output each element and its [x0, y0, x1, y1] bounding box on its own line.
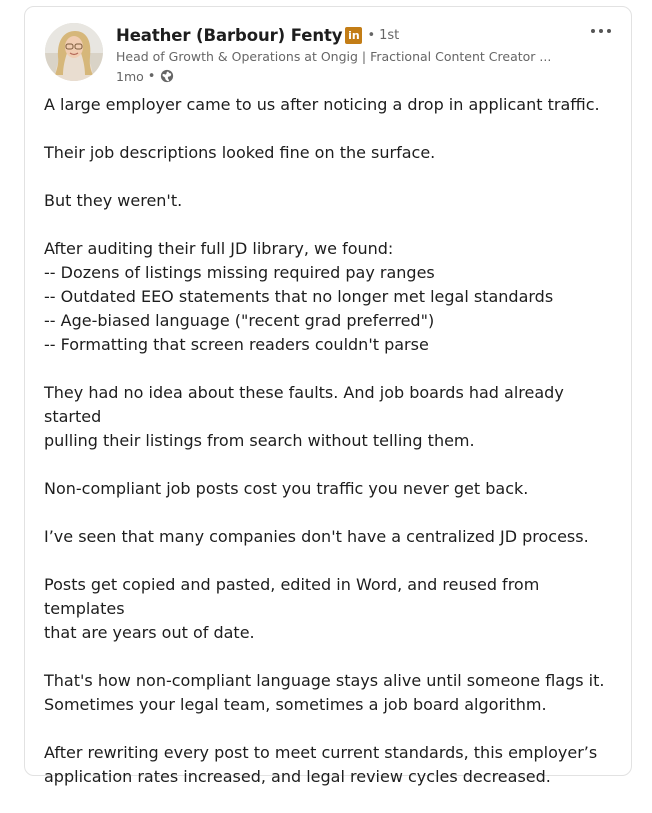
separator-dot: •: [367, 27, 376, 43]
post-paragraph: [44, 141, 614, 165]
post-paragraph: [44, 237, 614, 357]
author-headline: Head of Growth & Operations at Ongig | Fractional Content Creator ...: [116, 49, 552, 64]
post-text-line: Their job descriptions looked fine on the surface.: [44, 143, 436, 162]
linkedin-premium-icon: in: [345, 27, 362, 44]
post-paragraph: [44, 525, 614, 549]
post-text-line: But they weren't.: [44, 191, 183, 210]
post-text-line: that are years out of date.: [44, 623, 255, 642]
post-paragraph: [44, 189, 614, 213]
post-time[interactable]: 1mo: [116, 68, 144, 84]
connection-degree: 1st: [379, 27, 400, 43]
avatar-image: [45, 23, 103, 81]
post-meta: [116, 67, 586, 85]
separator-dot: •: [147, 68, 156, 84]
author-name-row: [116, 23, 586, 47]
post-text-line: Posts get copied and pasted, edited in Word, and reused from templates: [44, 575, 540, 618]
globe-icon: [160, 69, 174, 83]
post-text-line: I’ve seen that many companies don't have a centralized JD process.: [44, 527, 589, 546]
post-text-line: application rates increased, and legal review cycles decreased.: [44, 767, 551, 786]
post-card: [24, 6, 632, 786]
post-paragraph: [44, 93, 614, 117]
post-text-line: pulling their listings from search without telling them.: [44, 431, 475, 450]
post-body: [44, 93, 614, 813]
post-text-line: They had no idea about these faults. And job boards had already started: [44, 383, 564, 426]
post-text-line: -- Dozens of listings missing required pay ranges: [44, 263, 435, 282]
more-options-button[interactable]: [586, 19, 616, 43]
post-paragraph: [44, 669, 614, 717]
post-text-line: Sometimes your legal team, sometimes a job board algorithm.: [44, 695, 547, 714]
post-text-line: -- Formatting that screen readers couldn't parse: [44, 335, 429, 354]
author-avatar[interactable]: [45, 23, 103, 81]
post-paragraph: [44, 573, 614, 645]
post-paragraph: [44, 477, 614, 501]
post-paragraph: [44, 741, 614, 789]
post-text-line: Non-compliant job posts cost you traffic you never get back.: [44, 479, 529, 498]
author-name[interactable]: Heather (Barbour) Fenty: [116, 25, 343, 45]
author-block: [116, 23, 586, 85]
post-text-line: That's how non-compliant language stays alive until someone flags it.: [44, 671, 605, 690]
post-text-line: After rewriting every post to meet current standards, this employer’s: [44, 743, 598, 762]
post-text-line: -- Outdated EEO statements that no longer met legal standards: [44, 287, 554, 306]
post-paragraph: [44, 381, 614, 453]
more-horizontal-icon: [590, 28, 612, 34]
post-text-line: A large employer came to us after noticing a drop in applicant traffic.: [44, 95, 600, 114]
post-text-line: -- Age-biased language ("recent grad preferred"): [44, 311, 435, 330]
post-text-line: After auditing their full JD library, we found:: [44, 239, 394, 258]
